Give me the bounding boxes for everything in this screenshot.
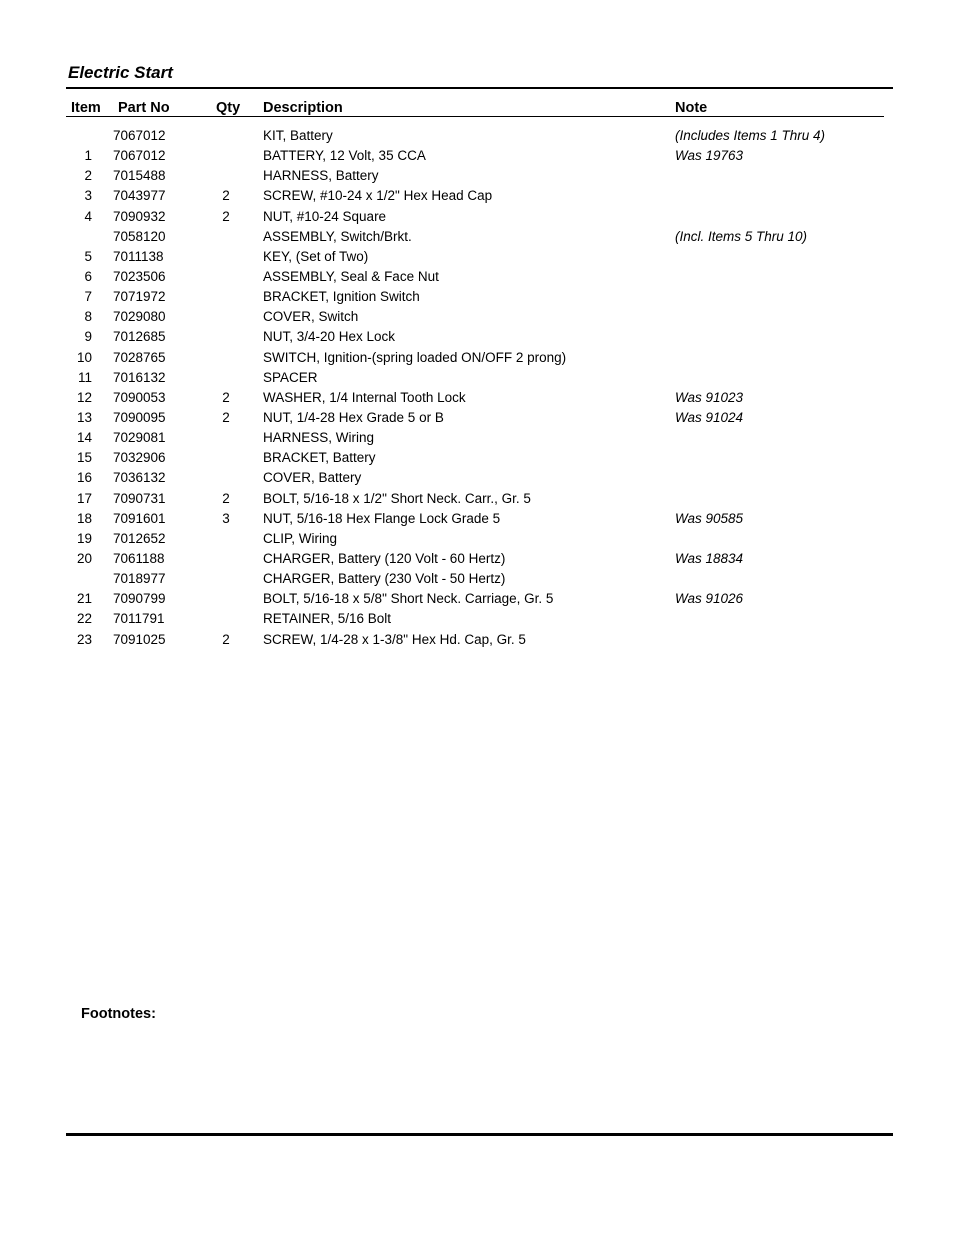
part-number: 7032906 (113, 450, 166, 466)
part-description: SCREW, #10-24 x 1/2" Hex Head Cap (263, 188, 493, 204)
part-item-number: 15 (76, 450, 92, 466)
table-row (0, 509, 954, 529)
part-description: SWITCH, Ignition-(spring loaded ON/OFF 2 prong) (263, 349, 567, 365)
part-number: 7012652 (113, 530, 166, 546)
part-item-number: 7 (84, 289, 92, 305)
column-header-qty: Qty (216, 100, 241, 116)
part-item-number: 16 (76, 470, 92, 486)
table-row (0, 307, 954, 327)
table-row (0, 589, 954, 609)
part-description: NUT, 5/16-18 Hex Flange Lock Grade 5 (263, 510, 501, 526)
part-description: CLIP, Wiring (263, 530, 338, 546)
part-number: 7036132 (113, 470, 166, 486)
part-number: 7090095 (113, 409, 166, 425)
part-number: 7029081 (113, 430, 166, 446)
part-item-number: 2 (84, 168, 92, 184)
part-quantity: 2 (222, 490, 230, 506)
part-number: 7061188 (113, 550, 165, 566)
footer-divider (66, 1133, 893, 1136)
part-note: Was 90585 (675, 510, 744, 526)
part-item-number: 20 (76, 550, 92, 566)
column-header-item: Item (71, 100, 101, 116)
part-item-number: 4 (84, 208, 92, 224)
part-description: NUT, #10-24 Square (263, 208, 387, 224)
part-item-number: 11 (77, 369, 92, 385)
part-number: 7016132 (113, 369, 166, 385)
parts-table-body (0, 126, 954, 650)
part-note: Was 19763 (675, 148, 744, 164)
table-row (0, 126, 954, 146)
part-description: RETAINER, 5/16 Bolt (263, 611, 392, 627)
part-item-number: 19 (76, 530, 92, 546)
part-number: 7091025 (113, 631, 166, 647)
part-description: COVER, Battery (263, 470, 362, 486)
part-description: BRACKET, Ignition Switch (263, 289, 420, 305)
part-quantity: 2 (222, 188, 230, 204)
part-item-number: 17 (76, 490, 92, 506)
part-note: Was 18834 (675, 550, 744, 566)
table-row (0, 348, 954, 368)
title-divider (66, 87, 893, 89)
part-description: ASSEMBLY, Switch/Brkt. (263, 228, 412, 244)
part-number: 7028765 (113, 349, 166, 365)
part-description: HARNESS, Wiring (263, 430, 375, 446)
part-item-number: 12 (76, 389, 92, 405)
table-row (0, 267, 954, 287)
table-row (0, 146, 954, 166)
part-item-number: 1 (84, 148, 92, 164)
part-number: 7029080 (113, 309, 166, 325)
part-description: BOLT, 5/16-18 x 5/8" Short Neck. Carriage, Gr. 5 (263, 591, 554, 607)
table-row (0, 186, 954, 206)
part-number: 7023506 (113, 268, 166, 284)
table-row (0, 529, 954, 549)
part-number: 7067012 (113, 128, 166, 143)
part-description: CHARGER, Battery (230 Volt - 50 Hertz) (263, 571, 506, 587)
part-item-number: 18 (76, 510, 92, 526)
part-quantity: 2 (222, 208, 230, 224)
table-row (0, 428, 954, 448)
part-quantity: 2 (222, 409, 230, 425)
table-row (0, 327, 954, 347)
part-item-number: 10 (76, 349, 92, 365)
footnotes-label: Footnotes: (81, 1006, 156, 1022)
part-description: SCREW, 1/4-28 x 1-3/8" Hex Hd. Cap, Gr. 5 (263, 631, 526, 647)
column-header-part-no: Part No (118, 100, 170, 116)
table-row (0, 388, 954, 408)
part-item-number: 14 (76, 430, 92, 446)
table-row (0, 227, 954, 247)
column-header-description: Description (263, 100, 343, 116)
table-row (0, 468, 954, 488)
part-item-number: 13 (76, 409, 92, 425)
part-item-number: 21 (76, 591, 92, 607)
table-row (0, 247, 954, 267)
part-description: NUT, 1/4-28 Hex Grade 5 or B (263, 409, 444, 425)
table-row (0, 489, 954, 509)
header-divider (66, 116, 884, 117)
part-quantity: 2 (222, 631, 230, 647)
part-number: 7090799 (113, 591, 166, 607)
part-note: (Incl. Items 5 Thru 10) (675, 228, 808, 244)
part-quantity: 3 (222, 510, 230, 526)
part-item-number: 22 (76, 611, 92, 627)
part-number: 7090731 (113, 490, 166, 506)
part-item-number: 6 (84, 268, 92, 284)
table-row (0, 549, 954, 569)
part-number: 7067012 (113, 148, 166, 164)
table-row (0, 368, 954, 388)
part-number: 7090932 (113, 208, 166, 224)
part-description: COVER, Switch (263, 309, 359, 325)
part-number: 7090053 (113, 389, 166, 405)
table-row (0, 166, 954, 186)
part-quantity: 2 (222, 389, 230, 405)
part-description: KIT, Battery (263, 128, 333, 143)
part-item-number: 23 (76, 631, 92, 647)
part-description: BATTERY, 12 Volt, 35 CCA (263, 148, 426, 164)
part-description: WASHER, 1/4 Internal Tooth Lock (263, 389, 466, 405)
section-title: Electric Start (68, 63, 173, 82)
part-number: 7018977 (113, 571, 166, 587)
table-row (0, 569, 954, 589)
part-number: 7071972 (113, 289, 166, 305)
part-description: HARNESS, Battery (263, 168, 379, 184)
column-header-note: Note (675, 100, 708, 116)
table-row (0, 630, 954, 650)
part-number: 7058120 (113, 228, 166, 244)
part-description: NUT, 3/4-20 Hex Lock (263, 329, 396, 345)
part-description: ASSEMBLY, Seal & Face Nut (263, 268, 439, 284)
part-item-number: 8 (84, 309, 92, 325)
part-description: KEY, (Set of Two) (263, 248, 369, 264)
part-description: CHARGER, Battery (120 Volt - 60 Hertz) (263, 550, 506, 566)
part-number: 7091601 (113, 510, 166, 526)
part-note: Was 91024 (675, 409, 744, 425)
part-note: (Includes Items 1 Thru 4) (675, 128, 826, 143)
table-row (0, 609, 954, 629)
part-note: Was 91023 (675, 389, 744, 405)
part-number: 7043977 (113, 188, 166, 204)
table-row (0, 207, 954, 227)
part-number: 7011138 (113, 248, 164, 264)
table-row (0, 448, 954, 468)
part-item-number: 9 (84, 329, 92, 345)
table-row (0, 287, 954, 307)
part-item-number: 5 (84, 248, 92, 264)
part-description: BRACKET, Battery (263, 450, 376, 466)
part-number: 7015488 (113, 168, 166, 184)
part-note: Was 91026 (675, 591, 744, 607)
part-number: 7011791 (113, 611, 165, 627)
part-description: SPACER (263, 369, 318, 385)
table-row (0, 408, 954, 428)
part-description: BOLT, 5/16-18 x 1/2" Short Neck. Carr., Gr. 5 (263, 490, 531, 506)
part-number: 7012685 (113, 329, 166, 345)
part-item-number: 3 (84, 188, 92, 204)
